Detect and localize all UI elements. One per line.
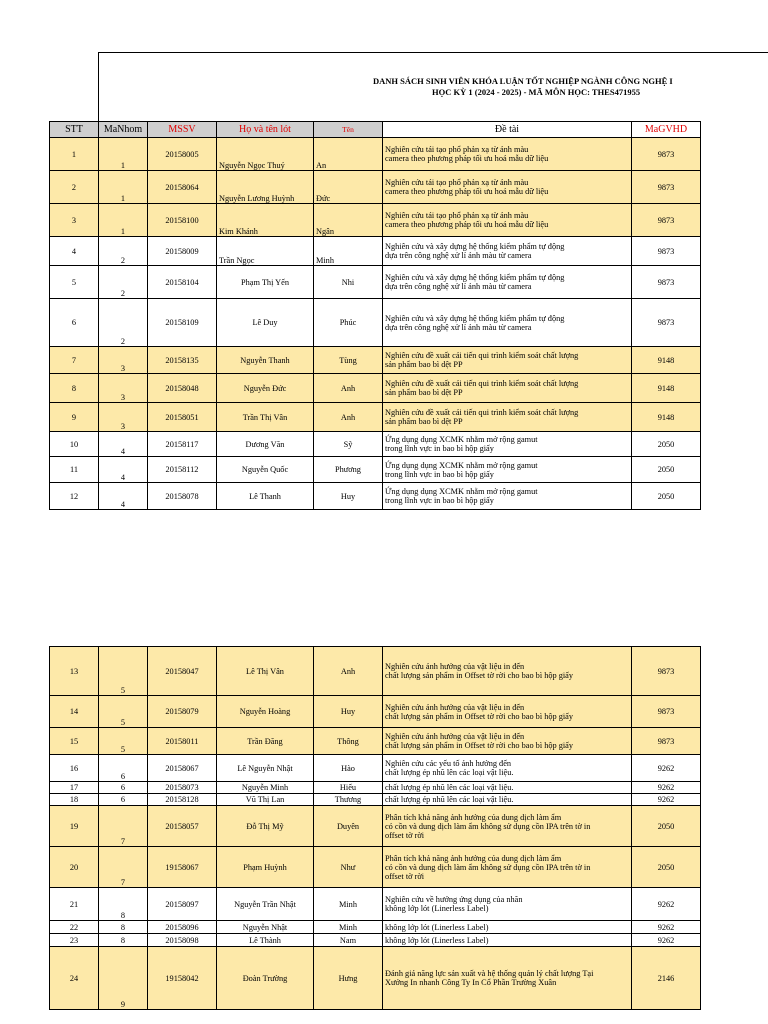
topic-line-2: dựa trên công nghệ xử lí ảnh màu từ camera (385, 251, 532, 260)
stt-cell[interactable]: 4 (50, 237, 99, 266)
given-name-cell[interactable]: Anh (314, 647, 383, 696)
topic-line-1: không lớp lót (Linerless Label) (385, 922, 489, 932)
stt-cell[interactable]: 5 (50, 266, 99, 299)
table-row (50, 374, 701, 403)
mssv-cell[interactable]: 20158112 (148, 457, 217, 483)
mssv-cell[interactable]: 20158109 (148, 299, 217, 347)
mssv-cell[interactable]: 20158047 (148, 647, 217, 696)
topic-line-1: Nghiên cứu ảnh hưởng của vật liệu in đến (385, 732, 525, 741)
document-title: DANH SÁCH SINH VIÊN KHÓA LUẬN TỐT NGHIỆP NGÀNH CÔNG NGHỆ I (373, 76, 673, 86)
topic-cell[interactable] (383, 483, 632, 510)
topic-line-1: Nghiên cứu ảnh hưởng của vật liệu in đến (385, 702, 525, 712)
advisor-code-cell[interactable]: 9873 (632, 696, 701, 728)
topic-line-3: offset tờ rời (385, 830, 425, 840)
topic-cell[interactable] (383, 696, 632, 728)
stt-cell[interactable]: 14 (50, 696, 99, 728)
table-row (50, 794, 701, 806)
surname-cell[interactable]: Nguyễn Ngọc Thuý (217, 138, 314, 171)
mssv-cell[interactable]: 20158100 (148, 204, 217, 237)
advisor-code-cell[interactable]: 2050 (632, 483, 701, 510)
stt-cell[interactable]: 18 (50, 794, 99, 806)
stt-cell[interactable]: 23 (50, 934, 99, 947)
mssv-cell[interactable]: 20158064 (148, 171, 217, 204)
topic-cell[interactable] (383, 403, 632, 432)
given-name-cell[interactable]: Hưng (314, 947, 383, 1010)
table-row (50, 432, 701, 457)
given-name-cell[interactable]: Minh (314, 237, 383, 266)
topic-cell[interactable] (383, 947, 632, 1010)
topic-line-1: Phân tích khả năng ảnh hưởng của dung dịch làm ẩm (385, 853, 562, 863)
surname-cell[interactable]: Nguyễn Trần Nhật (217, 888, 314, 921)
topic-cell[interactable] (383, 374, 632, 403)
given-name-cell[interactable]: Anh (314, 374, 383, 403)
topic-cell[interactable] (383, 138, 632, 171)
group-cell[interactable]: 4 (99, 432, 148, 457)
topic-line-1: Nghiên cứu đề xuất cải tiến qui trình kiểm soát chất lượng (385, 408, 579, 417)
stt-cell[interactable]: 11 (50, 457, 99, 483)
topic-line-1: Nghiên cứu đề xuất cải tiến qui trình kiểm soát chất lượng (385, 351, 579, 360)
topic-line-1: Ứng dụng dụng XCMK nhằm mở rộng gamut (385, 460, 538, 470)
given-name-cell[interactable]: Minh (314, 921, 383, 934)
header-manhom[interactable]: MaNhom (99, 122, 148, 138)
given-name-cell[interactable]: Huy (314, 483, 383, 510)
advisor-code-cell[interactable]: 9262 (632, 921, 701, 934)
table-row (50, 696, 701, 728)
given-name-cell[interactable]: Nam (314, 934, 383, 947)
stt-cell[interactable]: 9 (50, 403, 99, 432)
group-cell[interactable]: 3 (99, 347, 148, 374)
topic-cell[interactable] (383, 204, 632, 237)
header-ho-ten-lot[interactable]: Họ và tên lót (217, 122, 314, 138)
topic-cell[interactable] (383, 432, 632, 457)
stt-cell[interactable]: 21 (50, 888, 99, 921)
stt-cell[interactable]: 15 (50, 728, 99, 755)
table-row (50, 237, 701, 266)
advisor-code-cell[interactable]: 2050 (632, 432, 701, 457)
advisor-code-cell[interactable]: 2050 (632, 806, 701, 847)
surname-cell[interactable]: Dương Văn (217, 432, 314, 457)
surname-cell[interactable]: Nguyễn Lương Huỳnh (217, 171, 314, 204)
document-subtitle: HỌC KỲ 1 (2024 - 2025) - MÃ MÔN HỌC: THES471955 (432, 87, 641, 97)
surname-cell[interactable]: Phạm Thị Yến (217, 266, 314, 299)
table-row (50, 947, 701, 1010)
topic-cell[interactable] (383, 755, 632, 782)
surname-cell[interactable]: Nguyễn Đức (217, 374, 314, 403)
mssv-cell[interactable]: 20158117 (148, 432, 217, 457)
stt-cell[interactable]: 17 (50, 782, 99, 794)
topic-line-1: Nghiên cứu tái tạo phổ phản xạ từ ảnh màu (385, 145, 529, 154)
stt-cell[interactable]: 10 (50, 432, 99, 457)
surname-cell[interactable]: Nguyễn Quốc (217, 457, 314, 483)
table-row (50, 847, 701, 888)
mssv-cell[interactable]: 20158005 (148, 138, 217, 171)
given-name-cell[interactable]: An (314, 138, 383, 171)
group-cell[interactable]: 5 (99, 696, 148, 728)
group-cell[interactable]: 3 (99, 374, 148, 403)
given-name-cell[interactable]: Phúc (314, 299, 383, 347)
group-cell[interactable]: 3 (99, 403, 148, 432)
topic-cell[interactable] (383, 457, 632, 483)
table-row (50, 647, 701, 696)
stt-cell[interactable]: 19 (50, 806, 99, 847)
topic-line-1: Ứng dụng dụng XCMK nhằm mở rộng gamut (385, 435, 538, 444)
group-cell[interactable]: 2 (99, 237, 148, 266)
given-name-cell[interactable]: Sỹ (314, 432, 383, 457)
mssv-cell[interactable]: 20158104 (148, 266, 217, 299)
group-cell[interactable]: 7 (99, 847, 148, 888)
topic-cell[interactable] (383, 888, 632, 921)
group-cell[interactable]: 6 (99, 755, 148, 782)
table-row (50, 888, 701, 921)
topic-line-2: sản phẩm bao bì dệt PP (385, 417, 463, 426)
stt-cell[interactable]: 20 (50, 847, 99, 888)
table-row (50, 755, 701, 782)
topic-line-2: có cồn và dung dịch làm ẩm không sử dụng cồn IPA trên tờ in (385, 821, 591, 831)
topic-line-1: Nghiên cứu về hướng ứng dụng của nhãn (385, 895, 523, 904)
table-row (50, 728, 701, 755)
advisor-code-cell[interactable]: 9873 (632, 237, 701, 266)
topic-cell[interactable] (383, 728, 632, 755)
topic-line-2: có cồn và dung dịch làm ẩm không sử dụng cồn IPA trên tờ in (385, 862, 591, 872)
topic-line-2: chất lượng ép nhũ lên các loại vật liệu. (385, 768, 514, 777)
topic-cell[interactable] (383, 237, 632, 266)
topic-line-1: chất lượng ép nhũ lên các loại vật liệu. (385, 795, 514, 804)
topic-line-2: chất lượng sản phẩm in Offset tờ rời cho bao bì hộp giấy (385, 711, 574, 721)
advisor-code-cell[interactable]: 9873 (632, 299, 701, 347)
topic-line-2: dựa trên công nghệ xử lí ảnh màu từ camera (385, 282, 532, 291)
mssv-cell[interactable]: 20158097 (148, 888, 217, 921)
topic-line-1: Nghiên cứu tái tạo phổ phản xạ từ ảnh màu (385, 178, 529, 187)
topic-line-1: chất lượng ép nhũ lên các loại vật liệu. (385, 783, 514, 792)
topic-cell[interactable] (383, 934, 632, 947)
header-stt[interactable]: STT (50, 122, 99, 138)
group-cell[interactable]: 5 (99, 647, 148, 696)
stt-cell[interactable]: 6 (50, 299, 99, 347)
advisor-code-cell[interactable]: 9873 (632, 728, 701, 755)
mssv-cell[interactable]: 20158048 (148, 374, 217, 403)
table-row (50, 204, 701, 237)
stt-cell[interactable]: 7 (50, 347, 99, 374)
topic-line-2: camera theo phương pháp tối ưu hoá mẫu dữ liệu (385, 220, 549, 229)
mssv-cell[interactable]: 20158096 (148, 921, 217, 934)
mssv-cell[interactable]: 20158098 (148, 934, 217, 947)
table-row (50, 921, 701, 934)
advisor-code-cell[interactable]: 9873 (632, 647, 701, 696)
given-name-cell[interactable]: Ngân (314, 204, 383, 237)
advisor-code-cell[interactable]: 9873 (632, 204, 701, 237)
mssv-cell[interactable]: 20158078 (148, 483, 217, 510)
surname-cell[interactable]: Đỗ Thị Mỹ (217, 806, 314, 847)
surname-cell[interactable]: Lê Thành (217, 934, 314, 947)
given-name-cell[interactable]: Như (314, 847, 383, 888)
surname-cell[interactable]: Vũ Thị Lan (217, 794, 314, 806)
topic-line-1: Nghiên cứu và xây dựng hệ thống kiểm phẩm tự động (385, 242, 565, 251)
group-cell[interactable]: 8 (99, 921, 148, 934)
header-mssv[interactable]: MSSV (148, 122, 217, 138)
stt-cell[interactable]: 2 (50, 171, 99, 204)
group-cell[interactable]: 1 (99, 171, 148, 204)
table-row (50, 934, 701, 947)
topic-cell[interactable] (383, 171, 632, 204)
topic-line-2: không lớp lót (Linerless Label) (385, 904, 489, 913)
advisor-code-cell[interactable]: 9148 (632, 403, 701, 432)
advisor-code-cell[interactable]: 9148 (632, 374, 701, 403)
surname-cell[interactable]: Nguyễn Minh (217, 782, 314, 794)
surname-cell[interactable]: Lê Thanh (217, 483, 314, 510)
topic-line-2: camera theo phương pháp tối ưu hoá mẫu dữ liệu (385, 187, 549, 196)
given-name-cell[interactable]: Thông (314, 728, 383, 755)
given-name-cell[interactable]: Phương (314, 457, 383, 483)
header-magvhd[interactable]: MaGVHD (632, 122, 701, 138)
surname-cell[interactable]: Lê Nguyễn Nhật (217, 755, 314, 782)
topic-line-1: Nghiên cứu và xây dựng hệ thống kiểm phẩm tự động (385, 313, 565, 323)
stt-cell[interactable]: 22 (50, 921, 99, 934)
topic-cell[interactable] (383, 921, 632, 934)
topic-cell[interactable] (383, 347, 632, 374)
mssv-cell[interactable]: 19158067 (148, 847, 217, 888)
given-name-cell[interactable]: Anh (314, 403, 383, 432)
stt-cell[interactable]: 1 (50, 138, 99, 171)
group-cell[interactable]: 7 (99, 806, 148, 847)
surname-cell[interactable]: Trần Đăng (217, 728, 314, 755)
advisor-code-cell[interactable]: 9873 (632, 171, 701, 204)
advisor-code-cell[interactable]: 2050 (632, 847, 701, 888)
given-name-cell[interactable]: Duyên (314, 806, 383, 847)
table-row (50, 138, 701, 171)
topic-line-2: trong lĩnh vực in bao bì hộp giấy (385, 444, 494, 453)
given-name-cell[interactable]: Đức (314, 171, 383, 204)
given-name-cell[interactable]: Hiếu (314, 782, 383, 794)
group-cell[interactable]: 1 (99, 138, 148, 171)
topic-line-1: Nghiên cứu đề xuất cải tiến qui trình kiểm soát chất lượng (385, 379, 579, 388)
surname-cell[interactable]: Kim Khánh (217, 204, 314, 237)
stt-cell[interactable]: 3 (50, 204, 99, 237)
table-row (50, 457, 701, 483)
student-table-bottom (49, 646, 701, 1010)
topic-cell[interactable] (383, 794, 632, 806)
mssv-cell[interactable]: 20158051 (148, 403, 217, 432)
advisor-code-cell[interactable]: 9148 (632, 347, 701, 374)
group-cell[interactable]: 9 (99, 947, 148, 1010)
table-row (50, 483, 701, 510)
surname-cell[interactable]: Nguyễn Thanh (217, 347, 314, 374)
mssv-cell[interactable]: 20158011 (148, 728, 217, 755)
group-cell[interactable]: 2 (99, 299, 148, 347)
topic-line-1: Đánh giá năng lực sản xuất và hệ thống quản lý chất lượng Tại (385, 969, 594, 978)
topic-line-2: trong lĩnh vực in bao bì hộp giấy (385, 496, 494, 505)
topic-line-2: chất lượng sản phẩm in Offset tờ rời cho bao bì hộp giấy (385, 671, 574, 680)
advisor-code-cell[interactable]: 9873 (632, 138, 701, 171)
group-cell[interactable]: 4 (99, 483, 148, 510)
mssv-cell[interactable]: 20158057 (148, 806, 217, 847)
stt-cell[interactable]: 12 (50, 483, 99, 510)
mssv-cell[interactable]: 19158042 (148, 947, 217, 1010)
topic-line-1: Nghiên cứu các yếu tố ảnh hưởng đến (385, 759, 512, 768)
group-cell[interactable]: 1 (99, 204, 148, 237)
table-header-row (50, 122, 701, 138)
table-row (50, 806, 701, 847)
topic-line-1: Nghiên cứu tái tạo phổ phản xạ từ ảnh màu (385, 211, 529, 220)
topic-line-1: Phân tích khả năng ảnh hưởng của dung dịch làm ẩm (385, 812, 562, 822)
topic-line-1: Nghiên cứu và xây dựng hệ thống kiểm phẩm tự động (385, 273, 565, 282)
mssv-cell[interactable]: 20158067 (148, 755, 217, 782)
student-table-top (49, 121, 701, 510)
group-cell[interactable]: 6 (99, 794, 148, 806)
mssv-cell[interactable]: 20158135 (148, 347, 217, 374)
topic-cell[interactable] (383, 299, 632, 347)
topic-line-1: Nghiên cứu ảnh hưởng của vật liệu in đến (385, 662, 525, 671)
stt-cell[interactable]: 13 (50, 647, 99, 696)
topic-line-1: không lớp lót (Linerless Label) (385, 935, 489, 945)
topic-cell[interactable] (383, 782, 632, 794)
topic-cell[interactable] (383, 847, 632, 888)
table-row (50, 403, 701, 432)
mssv-cell[interactable]: 20158079 (148, 696, 217, 728)
surname-cell[interactable]: Nguyễn Hoàng (217, 696, 314, 728)
group-cell[interactable]: 6 (99, 782, 148, 794)
stt-cell[interactable]: 24 (50, 947, 99, 1010)
stt-cell[interactable]: 8 (50, 374, 99, 403)
surname-cell[interactable]: Trần Ngọc (217, 237, 314, 266)
advisor-code-cell[interactable]: 2050 (632, 457, 701, 483)
topic-line-2: dựa trên công nghệ xử lí ảnh màu từ camera (385, 322, 532, 332)
topic-line-2: Xưởng In nhanh Công Ty In Cổ Phần Trường Xuân (385, 978, 557, 987)
advisor-code-cell[interactable]: 2146 (632, 947, 701, 1010)
mssv-cell[interactable]: 20158128 (148, 794, 217, 806)
given-name-cell[interactable]: Hào (314, 755, 383, 782)
topic-line-2: camera theo phương pháp tối ưu hoá mẫu dữ liệu (385, 154, 549, 163)
given-name-cell[interactable]: Nhi (314, 266, 383, 299)
group-cell[interactable]: 5 (99, 728, 148, 755)
given-name-cell[interactable]: Minh (314, 888, 383, 921)
header-ten[interactable]: Tên (314, 122, 383, 138)
topic-line-3: offset tờ rời (385, 871, 425, 881)
mssv-cell[interactable]: 20158073 (148, 782, 217, 794)
topic-cell[interactable] (383, 647, 632, 696)
advisor-code-cell[interactable]: 9873 (632, 266, 701, 299)
topic-line-2: trong lĩnh vực in bao bì hộp giấy (385, 469, 494, 479)
group-cell[interactable]: 2 (99, 266, 148, 299)
stt-cell[interactable]: 16 (50, 755, 99, 782)
topic-cell[interactable] (383, 266, 632, 299)
topic-line-2: sản phẩm bao bì dệt PP (385, 388, 463, 397)
surname-cell[interactable]: Đoàn Trường (217, 947, 314, 1010)
table-row (50, 782, 701, 794)
advisor-code-cell[interactable]: 9262 (632, 934, 701, 947)
group-cell[interactable]: 4 (99, 457, 148, 483)
given-name-cell[interactable]: Thương (314, 794, 383, 806)
surname-cell[interactable]: Nguyễn Nhật (217, 921, 314, 934)
topic-line-2: chất lượng sản phẩm in Offset tờ rời cho bao bì hộp giấy (385, 741, 574, 750)
surname-cell[interactable]: Phạm Huỳnh (217, 847, 314, 888)
surname-cell[interactable]: Lê Thị Vân (217, 647, 314, 696)
table-row (50, 299, 701, 347)
mssv-cell[interactable]: 20158009 (148, 237, 217, 266)
advisor-code-cell[interactable]: 9262 (632, 888, 701, 921)
advisor-code-cell[interactable]: 9262 (632, 782, 701, 794)
topic-cell[interactable] (383, 806, 632, 847)
advisor-code-cell[interactable]: 9262 (632, 794, 701, 806)
header-de-tai[interactable]: Đề tài (383, 122, 632, 138)
given-name-cell[interactable]: Huy (314, 696, 383, 728)
table-row (50, 171, 701, 204)
topic-line-2: sản phẩm bao bì dệt PP (385, 360, 463, 369)
group-cell[interactable]: 8 (99, 934, 148, 947)
surname-cell[interactable]: Lê Duy (217, 299, 314, 347)
table-row (50, 266, 701, 299)
advisor-code-cell[interactable]: 9262 (632, 755, 701, 782)
surname-cell[interactable]: Trần Thị Vân (217, 403, 314, 432)
topic-line-1: Ứng dụng dụng XCMK nhằm mở rộng gamut (385, 487, 538, 496)
given-name-cell[interactable]: Tùng (314, 347, 383, 374)
table-row (50, 347, 701, 374)
group-cell[interactable]: 8 (99, 888, 148, 921)
